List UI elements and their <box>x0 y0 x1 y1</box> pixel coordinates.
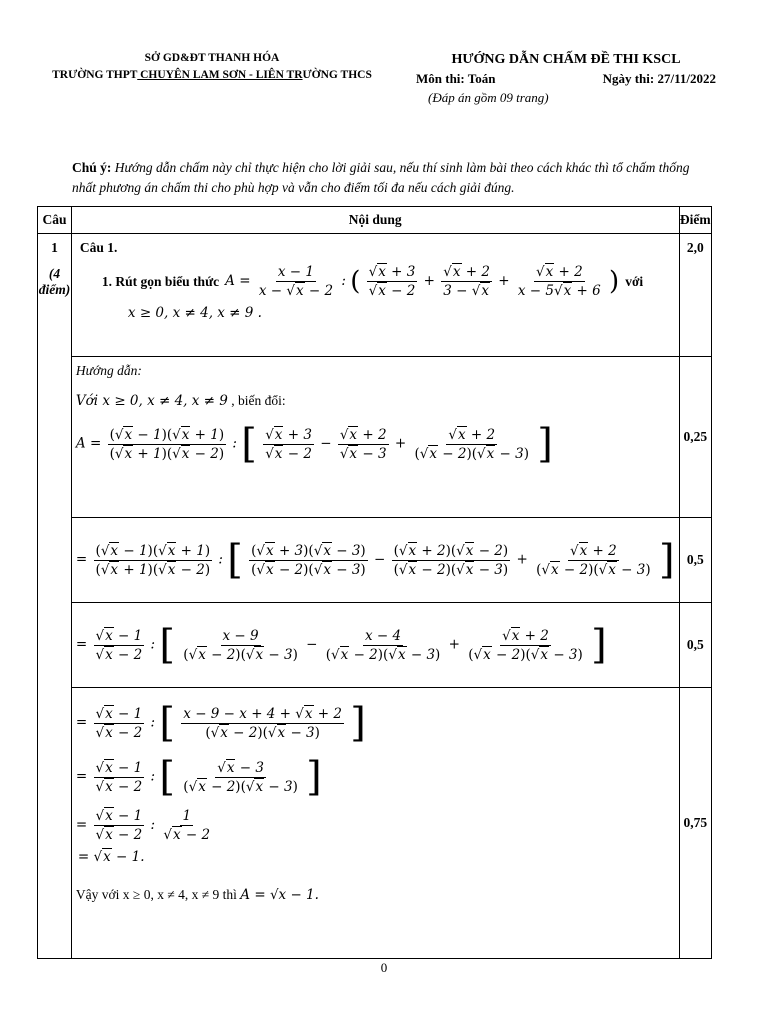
header-noi-dung: Nội dung <box>71 207 679 234</box>
step-4-line-1: = $\frac{√x - 1}{√x - 2}$ : [ $\frac{x - 9 - x + 4 + √x + 2}{(√x - 2)(√x - 3)}$ ] <box>75 700 366 746</box>
task-with: với <box>625 273 644 289</box>
step-3-expression: = $\frac{√x - 1}{√x - 2}$ : [ $\frac{x - 9}{(√x - 2)(√x - 3)}$ − $\frac{x - 4}{(√x - 2)(√x - 3)}$ + $\frac{√x + 2}{(√x - 2)(√x - 3)}$ ] <box>75 622 607 668</box>
question-points: (4 điểm) <box>38 266 71 297</box>
header-diem: Điểm <box>679 207 711 234</box>
department-name: SỞ GD&ĐT THANH HÓA <box>144 52 280 64</box>
table-row <box>38 234 712 357</box>
task-condition: x ≥ 0, x ≠ 4, x ≠ 9 . <box>127 305 262 321</box>
table-row <box>38 357 712 518</box>
guide-intro: Với x ≥ 0, x ≠ 4, x ≠ 9 , biến đổi: <box>75 393 286 409</box>
exam-header <box>416 50 716 107</box>
subject-label: Môn thi: Toán <box>416 71 496 86</box>
score-step-2: 0,5 <box>679 518 711 603</box>
question-number: 1 <box>51 240 58 255</box>
solution-step-2 <box>71 518 679 603</box>
exam-info-row <box>416 69 716 88</box>
solution-step-3 <box>71 603 679 688</box>
header-cau: Câu <box>38 207 72 234</box>
grading-note <box>72 158 712 198</box>
solution-step-4 <box>71 688 679 959</box>
expression-A: A = $\frac{x - 1}{x - √x - 2}$ : ( $\frac{√x + 3}{√x - 2}$ + $\frac{√x + 2}{3 - √x}$ + $\frac{√x + 2}{x - 5√x + 6}$ ) <box>225 264 620 299</box>
grading-table <box>37 206 712 959</box>
note-text: Hướng dẫn chấm này chỉ thực hiện cho lời giải sau, nếu thí sinh làm bài theo cách khác thì tổ chấm thống nhất phương án chấm thi cho phù hợp và vẫn cho điểm tối đa nếu cách giải đúng. <box>72 160 690 195</box>
score-step-3: 0,5 <box>679 603 711 688</box>
pages-note: (Đáp án gồm 09 trang) <box>428 90 549 105</box>
score-step-1: 0,25 <box>679 357 711 518</box>
table-row <box>38 688 712 959</box>
guide-title: Hướng dẫn: <box>75 363 142 378</box>
step-4-line-3: = $\frac{√x - 1}{√x - 2}$ : $\frac{1}{√x - 2}$ <box>75 808 211 843</box>
task-line <box>80 264 671 299</box>
score-step-4: 0,75 <box>679 688 711 959</box>
school-header <box>22 50 402 84</box>
table-row <box>38 518 712 603</box>
step-4-line-4: = √x − 1. <box>77 849 145 865</box>
exam-date: Ngày thi: 27/11/2022 <box>602 71 716 86</box>
note-label: Chú ý: <box>72 160 112 175</box>
cau-label: Câu 1. <box>79 240 118 255</box>
table-row <box>38 603 712 688</box>
question-cell <box>38 234 72 959</box>
step-1-expression: A = $\frac{(√x - 1)(√x + 1)}{(√x + 1)(√x - 2)}$ : [ $\frac{√x + 3}{√x - 2}$ − $\frac{√x + 2}{√x - 3}$ + $\frac{√x + 2}{(√x - 2)(√x - 3)}$ ] <box>75 421 553 467</box>
page-number: 0 <box>380 960 388 975</box>
step-4-line-2: = $\frac{√x - 1}{√x - 2}$ : [ $\frac{√x - 3}{(√x - 2)(√x - 3)}$ ] <box>75 754 322 800</box>
conclusion: Vậy với x ≥ 0, x ≠ 4, x ≠ 9 thì A = √x − 1. <box>75 887 319 903</box>
solution-step-1 <box>71 357 679 518</box>
problem-statement <box>71 234 679 357</box>
task-label: 1. Rút gọn biểu thức <box>101 273 220 289</box>
step-2-expression: = $\frac{(√x - 1)(√x + 1)}{(√x + 1)(√x - 2)}$ : [ $\frac{(√x + 3)(√x - 3)}{(√x - 2)(√x - 3)}$ − $\frac{(√x + 2)(√x - 2)}{(√x - 2)(√x - 3)}$ + $\frac{√x + 2}{(√x - 2)(√x - 3)}$ ] <box>75 537 675 583</box>
school-name: TRƯỜNG THPT CHUYÊN LAM SƠN - LIÊN TRƯỜNG THCS <box>52 69 372 81</box>
cau-points: 2,0 <box>679 234 711 357</box>
document-title: HƯỚNG DẪN CHẤM ĐỀ THI KSCL <box>451 52 681 67</box>
table-header-row <box>38 207 712 234</box>
